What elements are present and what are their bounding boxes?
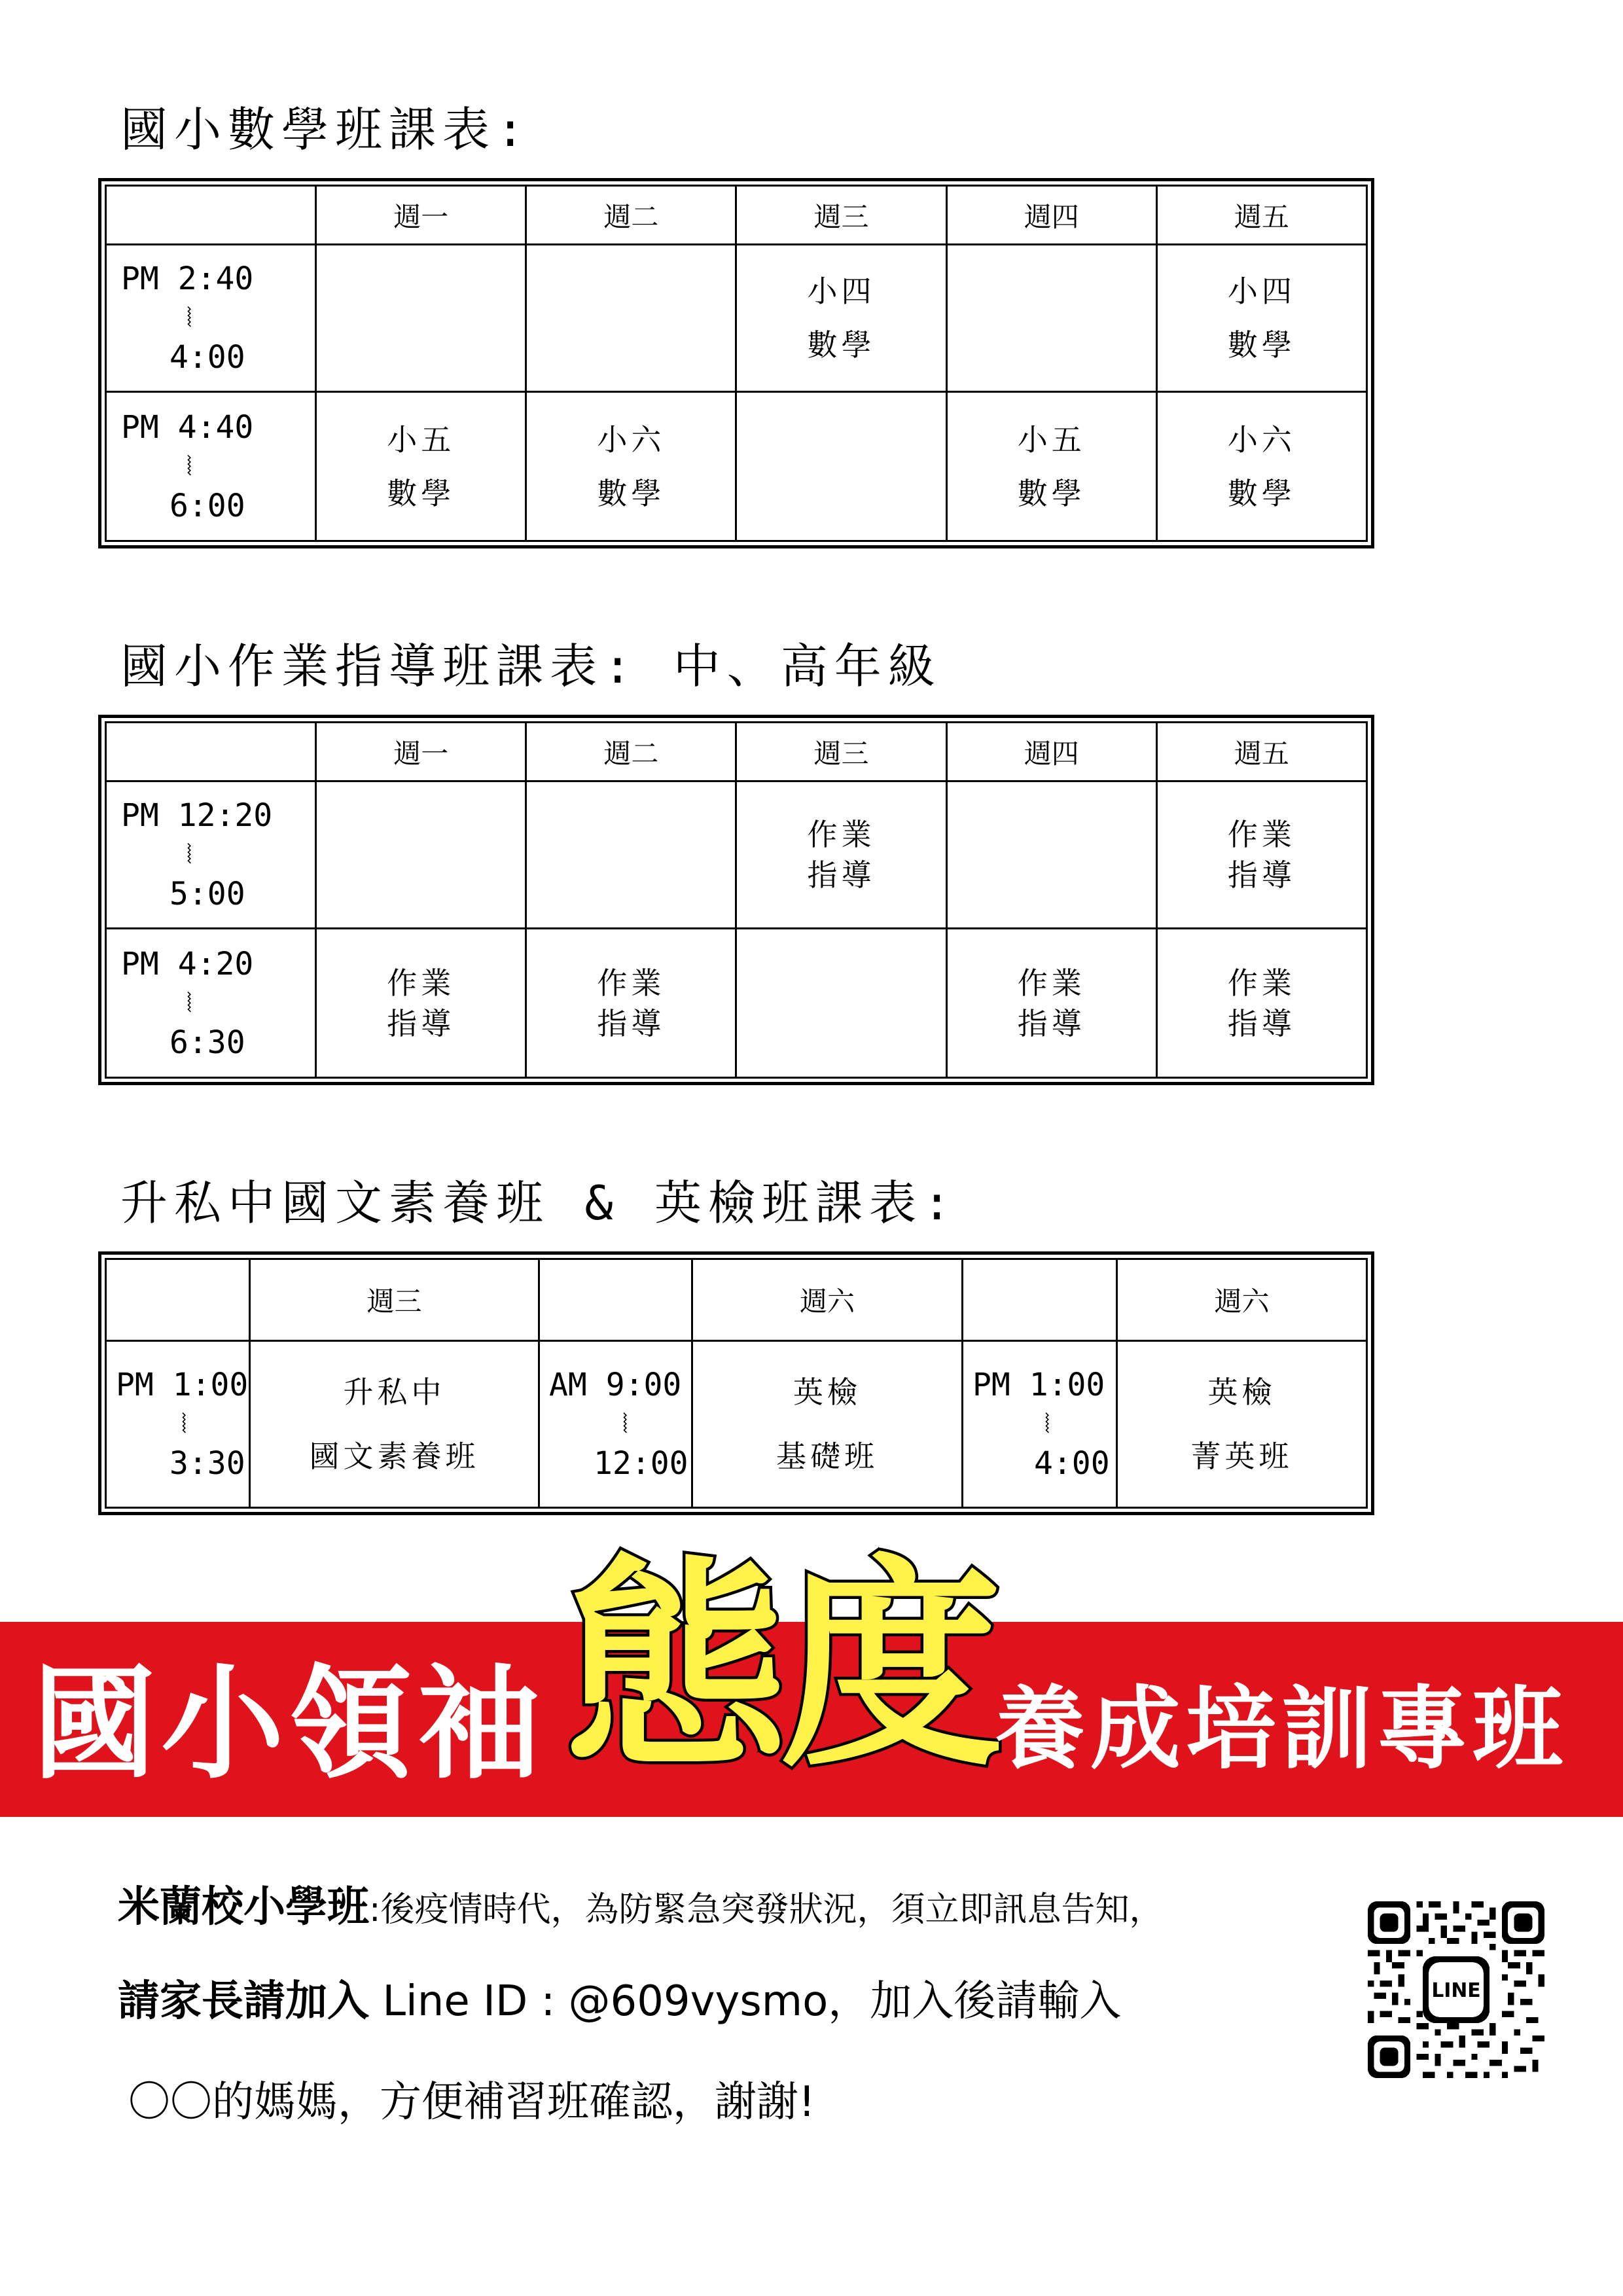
class-cell [316,781,526,929]
banner-right-text: 養成培訓專班 [995,1675,1569,1782]
class-line: 指導 [597,1005,666,1041]
class-grade: 小四 [1227,274,1296,309]
class-line: 指導 [1017,1005,1086,1041]
class-line: 作業 [597,965,666,1001]
time-end: 5:00 [169,876,245,912]
time-cell [106,781,316,929]
class-line: 作業 [1227,817,1296,852]
notice-line-3 [128,2078,815,2126]
header-tue: 週二 [526,186,736,245]
class-cell [692,1341,963,1508]
class-cell [1156,781,1366,929]
class-cell [946,781,1156,929]
table-row [106,929,1367,1078]
class-subject: 數學 [597,475,666,511]
class-cell [526,781,736,929]
join-instruction: 請家長請加入 [118,1977,369,2026]
class-subject: 數學 [387,475,455,511]
table-row [106,781,1367,929]
class-cell [1156,392,1366,541]
class-grade: 小五 [1017,422,1086,457]
class-line: 作業 [1227,965,1296,1001]
time-start: PM 1:00 [972,1367,1105,1403]
time-cell [539,1341,692,1508]
header-tue: 週二 [526,723,736,781]
class-cell [946,929,1156,1078]
class-cell [316,392,526,541]
class-cell [736,392,946,541]
class-cell [946,392,1156,541]
class-line: 作業 [807,817,876,852]
class-line: 英檢 [1207,1374,1276,1410]
banner-left-text: 國小領袖 [33,1651,546,1796]
class-cell [250,1341,539,1508]
class-line: 基礎班 [776,1439,878,1474]
banner-center-text: 態度 [564,1535,996,1797]
confirm-text: 〇〇的媽媽，方便補習班確認，謝謝! [128,2078,815,2126]
time-wave: ⦚ [622,1409,628,1439]
class-line: 指導 [807,857,876,893]
time-wave: ⦚ [187,840,192,870]
header-cell [106,1259,250,1341]
homework-schedule-title: 國小作業指導班課表: 中、高年級 [120,639,942,694]
line-qr-code-icon[interactable] [1368,1901,1544,2078]
notice-line-1 [118,1883,1164,1931]
class-subject: 數學 [1017,475,1086,511]
class-subject: 數學 [1227,475,1296,511]
class-line: 指導 [1227,1005,1296,1041]
header-sat: 週六 [1117,1259,1367,1341]
header-thu: 週四 [946,723,1156,781]
chinese-english-schedule-table [98,1251,1374,1515]
notice-text: :後疫情時代，為防緊急突發狀況，須立即訊息告知， [369,1890,1164,1929]
class-grade: 小五 [387,422,455,457]
time-start: PM 12:20 [121,797,273,834]
time-wave: ⦚ [187,303,192,333]
class-line: 指導 [1227,857,1296,893]
class-grade: 小六 [597,422,666,457]
header-mon: 週一 [316,186,526,245]
time-cell [106,392,316,541]
class-cell [736,245,946,392]
table-row [106,245,1367,392]
time-end: 6:00 [169,487,245,524]
table-row [106,1341,1367,1508]
class-line: 國文素養班 [309,1439,480,1474]
notice-line-2 [118,1977,1122,2026]
time-wave: ⦚ [181,1409,187,1439]
chinese-english-schedule-title: 升私中國文素養班 & 英檢班課表: [120,1175,958,1230]
header-thu: 週四 [946,186,1156,245]
class-line: 菁英班 [1190,1439,1293,1474]
time-wave: ⦚ [187,988,192,1018]
class-line: 作業 [1017,965,1086,1001]
header-mon: 週一 [316,723,526,781]
time-wave: ⦚ [1044,1409,1050,1439]
class-line: 英檢 [793,1374,861,1410]
homework-schedule-table [98,715,1374,1085]
time-start: PM 4:40 [121,408,254,446]
header-cell [963,1259,1117,1341]
header-cell [106,723,316,781]
time-cell [106,929,316,1078]
time-start: PM 4:20 [121,945,254,982]
math-schedule-title: 國小數學班課表: [120,102,531,157]
time-cell [106,1341,250,1508]
time-start: AM 9:00 [549,1367,682,1403]
header-cell [106,186,316,245]
time-cell [106,245,316,392]
time-cell [963,1341,1117,1508]
time-end: 4:00 [1034,1445,1110,1482]
class-line: 指導 [387,1005,455,1041]
class-cell [316,245,526,392]
table-row [106,392,1367,541]
class-cell [1117,1341,1367,1508]
time-end: 4:00 [169,339,245,376]
class-grade: 小六 [1227,422,1296,457]
class-cell [736,781,946,929]
class-cell [1156,929,1366,1078]
time-end: 3:30 [169,1445,245,1482]
time-end: 12:00 [594,1445,688,1482]
class-cell [526,245,736,392]
header-fri: 週五 [1156,186,1366,245]
class-line: 升私中 [343,1374,446,1410]
class-line: 作業 [387,965,455,1001]
time-start: PM 2:40 [121,260,254,297]
header-wed: 週三 [250,1259,539,1341]
math-schedule-table [98,178,1374,548]
time-wave: ⦚ [187,451,192,482]
header-fri: 週五 [1156,723,1366,781]
header-wed: 週三 [736,186,946,245]
class-cell [1156,245,1366,392]
time-end: 6:30 [169,1024,245,1061]
line-id-text: Line ID : @609vysmo，加入後請輸入 [369,1977,1122,2026]
class-grade: 小四 [807,274,876,309]
school-name: 米蘭校小學班 [118,1883,369,1931]
header-sat: 週六 [692,1259,963,1341]
header-wed: 週三 [736,723,946,781]
class-cell [736,929,946,1078]
class-cell [316,929,526,1078]
class-subject: 數學 [1227,327,1296,363]
class-cell [526,929,736,1078]
class-subject: 數學 [807,327,876,363]
time-start: PM 1:00 [116,1367,249,1403]
qr-line-label: LINE [1431,1979,1481,2003]
header-cell [539,1259,692,1341]
class-cell [526,392,736,541]
class-cell [946,245,1156,392]
